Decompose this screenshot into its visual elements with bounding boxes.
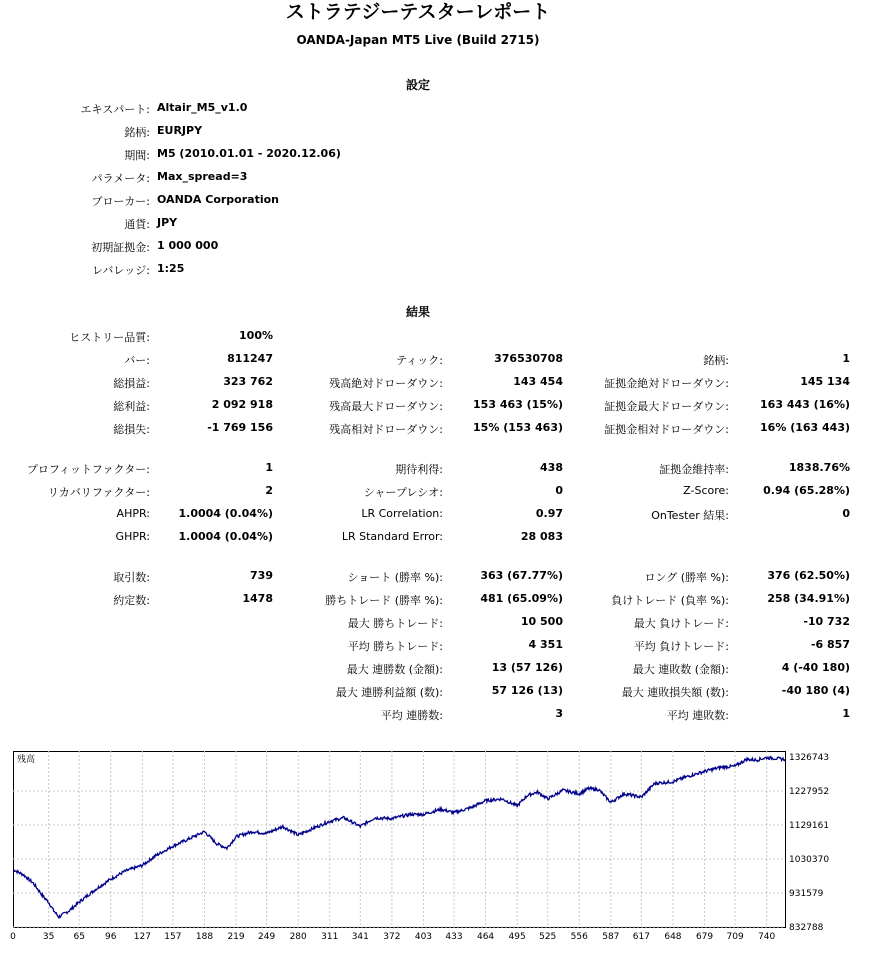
results-value: 258 (34.91%) bbox=[767, 592, 850, 605]
chart-x-tick: 311 bbox=[321, 932, 339, 942]
results-label: OnTester 結果: bbox=[651, 509, 729, 522]
results-label: AHPR: bbox=[116, 507, 150, 520]
results-label: 証拠金維持率: bbox=[659, 463, 729, 476]
results-label: 銘柄: bbox=[703, 354, 729, 367]
chart-x-tick: 495 bbox=[508, 932, 526, 942]
results-value: 10 500 bbox=[520, 615, 563, 628]
results-label: 最大 連敗数 (金額): bbox=[632, 663, 729, 676]
chart-y-tick: 1030370 bbox=[789, 855, 830, 865]
chart-y-tick: 1326743 bbox=[789, 753, 830, 763]
results-value: 13 (57 126) bbox=[491, 661, 563, 674]
results-label: 残高相対ドローダウン: bbox=[329, 423, 443, 436]
settings-value: 1:25 bbox=[157, 262, 185, 275]
settings-label: 期間: bbox=[124, 149, 150, 162]
results-value: 481 (65.09%) bbox=[480, 592, 563, 605]
chart-x-tick: 464 bbox=[476, 932, 495, 942]
results-label: 平均 負けトレード: bbox=[633, 640, 729, 653]
results-value: 153 463 (15%) bbox=[473, 398, 563, 411]
results-label: 負けトレード (負率 %): bbox=[611, 594, 729, 607]
results-label: 期待利得: bbox=[395, 463, 443, 476]
report-subtitle: OANDA-Japan MT5 Live (Build 2715) bbox=[296, 33, 540, 47]
results-value: 4 351 bbox=[528, 638, 563, 651]
chart-x-tick: 65 bbox=[73, 932, 85, 942]
results-label: 最大 勝ちトレード: bbox=[347, 617, 443, 630]
results-value: 811247 bbox=[227, 352, 273, 365]
chart-x-tick: 249 bbox=[258, 932, 276, 942]
chart-x-tick: 679 bbox=[695, 932, 714, 942]
results-label: 最大 連勝利益額 (数): bbox=[335, 686, 443, 699]
results-label: バー: bbox=[124, 354, 150, 367]
results-value: 376 (62.50%) bbox=[767, 569, 850, 582]
chart-y-tick: 832788 bbox=[789, 923, 824, 933]
results-label: 最大 負けトレード: bbox=[633, 617, 729, 630]
results-value: 739 bbox=[250, 569, 273, 582]
results-value: 0.94 (65.28%) bbox=[763, 484, 850, 497]
results-label: ショート (勝率 %): bbox=[347, 571, 443, 584]
results-value: 1.0004 (0.04%) bbox=[178, 507, 273, 520]
settings-value: JPY bbox=[157, 216, 178, 229]
results-label: 取引数: bbox=[113, 571, 150, 584]
chart-x-tick: 372 bbox=[383, 932, 401, 942]
results-label: 平均 連勝数: bbox=[380, 709, 443, 722]
chart-x-tick: 35 bbox=[42, 932, 55, 942]
results-value: 57 126 (13) bbox=[491, 684, 563, 697]
results-value: 2 bbox=[265, 484, 273, 497]
results-value: 0 bbox=[555, 484, 563, 497]
settings-value: OANDA Corporation bbox=[157, 193, 279, 206]
results-label: 残高絶対ドローダウン: bbox=[329, 377, 443, 390]
chart-x-tick: 709 bbox=[726, 932, 744, 942]
results-label: 残高最大ドローダウン: bbox=[329, 400, 443, 413]
results-label: ヒストリー品質: bbox=[69, 331, 150, 344]
settings-value: 1 000 000 bbox=[157, 239, 219, 252]
chart-x-tick: 587 bbox=[602, 932, 620, 942]
chart-x-tick: 433 bbox=[445, 932, 463, 942]
results-value: 143 454 bbox=[513, 375, 563, 388]
settings-label: ブローカー: bbox=[91, 195, 150, 208]
results-value: 323 762 bbox=[223, 375, 273, 388]
chart-x-tick: 740 bbox=[758, 932, 776, 942]
balance-chart bbox=[10, 751, 865, 947]
results-value: 16% (163 443) bbox=[760, 421, 850, 434]
results-value: 28 083 bbox=[520, 530, 563, 543]
results-value: 0 bbox=[842, 507, 850, 520]
settings-value: EURJPY bbox=[157, 124, 203, 137]
chart-x-tick: 341 bbox=[351, 932, 369, 942]
results-label: シャープレシオ: bbox=[363, 486, 443, 499]
results-label: 勝ちトレード (勝率 %): bbox=[325, 594, 443, 607]
results-value: 100% bbox=[239, 329, 273, 342]
results-value: 4 (-40 180) bbox=[781, 661, 850, 674]
results-value: 438 bbox=[540, 461, 563, 474]
chart-legend-label: 残高 bbox=[17, 755, 36, 765]
results-label: 証拠金最大ドローダウン: bbox=[604, 400, 729, 413]
results-label: 総損益: bbox=[113, 377, 150, 390]
chart-x-tick: 188 bbox=[195, 932, 214, 942]
results-value: 1478 bbox=[242, 592, 273, 605]
results-value: 145 134 bbox=[800, 375, 850, 388]
chart-x-tick: 648 bbox=[664, 932, 682, 942]
results-heading: 結果 bbox=[405, 305, 430, 319]
settings-label: 初期証拠金: bbox=[91, 241, 150, 254]
results-value: 3 bbox=[555, 707, 563, 720]
results-label: プロフィットファクター: bbox=[26, 463, 150, 476]
chart-y-tick: 1129161 bbox=[789, 821, 830, 831]
chart-x-tick: 403 bbox=[414, 932, 433, 942]
results-label: 証拠金相対ドローダウン: bbox=[604, 423, 729, 436]
chart-x-tick: 525 bbox=[539, 932, 557, 942]
settings-heading: 設定 bbox=[405, 78, 430, 92]
results-label: ティック: bbox=[396, 354, 443, 367]
balance-chart-svg bbox=[10, 751, 865, 947]
results-label: リカバリファクター: bbox=[47, 486, 150, 499]
results-label: ロング (勝率 %): bbox=[644, 571, 729, 584]
results-label: 最大 連勝数 (金額): bbox=[346, 663, 443, 676]
chart-y-tick: 1227952 bbox=[789, 787, 830, 797]
results-label: LR Standard Error: bbox=[341, 530, 443, 543]
chart-x-tick: 127 bbox=[133, 932, 151, 942]
results-label: 総利益: bbox=[113, 400, 150, 413]
chart-x-tick: 0 bbox=[10, 932, 16, 942]
results-value: -6 857 bbox=[810, 638, 850, 651]
results-label: 証拠金絶対ドローダウン: bbox=[604, 377, 729, 390]
settings-label: 銘柄: bbox=[124, 126, 150, 139]
chart-frame bbox=[14, 752, 786, 928]
results-label: 平均 勝ちトレード: bbox=[347, 640, 443, 653]
results-label: GHPR: bbox=[115, 530, 150, 543]
results-value: 363 (67.77%) bbox=[480, 569, 563, 582]
results-label: Z-Score: bbox=[683, 484, 729, 497]
settings-value: Max_spread=3 bbox=[157, 170, 248, 183]
chart-x-tick: 617 bbox=[632, 932, 650, 942]
chart-y-tick: 931579 bbox=[789, 889, 824, 899]
results-value: 1.0004 (0.04%) bbox=[178, 530, 273, 543]
results-value: -1 769 156 bbox=[207, 421, 273, 434]
results-value: 1 bbox=[842, 707, 850, 720]
settings-value: Altair_M5_v1.0 bbox=[157, 101, 248, 114]
chart-x-tick: 96 bbox=[105, 932, 117, 942]
results-label: 総損失: bbox=[113, 423, 150, 436]
results-value: 163 443 (16%) bbox=[760, 398, 850, 411]
chart-x-tick: 280 bbox=[289, 932, 307, 942]
results-value: -40 180 (4) bbox=[781, 684, 850, 697]
results-value: -10 732 bbox=[803, 615, 850, 628]
results-label: 約定数: bbox=[113, 594, 150, 607]
results-label: 最大 連敗損失額 (数): bbox=[621, 686, 729, 699]
settings-label: パラメータ: bbox=[91, 172, 150, 185]
chart-x-tick: 157 bbox=[164, 932, 182, 942]
settings-label: レバレッジ: bbox=[92, 264, 150, 277]
results-value: 15% (153 463) bbox=[473, 421, 563, 434]
chart-x-tick: 556 bbox=[570, 932, 588, 942]
results-value: 1 bbox=[842, 352, 850, 365]
results-value: 2 092 918 bbox=[211, 398, 273, 411]
results-value: 1838.76% bbox=[788, 461, 850, 474]
results-value: 0.97 bbox=[535, 507, 563, 520]
settings-label: 通貨: bbox=[124, 218, 150, 231]
results-label: LR Correlation: bbox=[361, 507, 443, 520]
settings-value: M5 (2010.01.01 - 2020.12.06) bbox=[157, 147, 341, 160]
results-value: 1 bbox=[265, 461, 273, 474]
settings-label: エキスパート: bbox=[80, 103, 150, 116]
results-label: 平均 連敗数: bbox=[666, 709, 729, 722]
results-value: 376530708 bbox=[494, 352, 563, 365]
chart-x-tick: 219 bbox=[227, 932, 245, 942]
report-title: ストラテジーテスターレポート bbox=[285, 1, 551, 23]
